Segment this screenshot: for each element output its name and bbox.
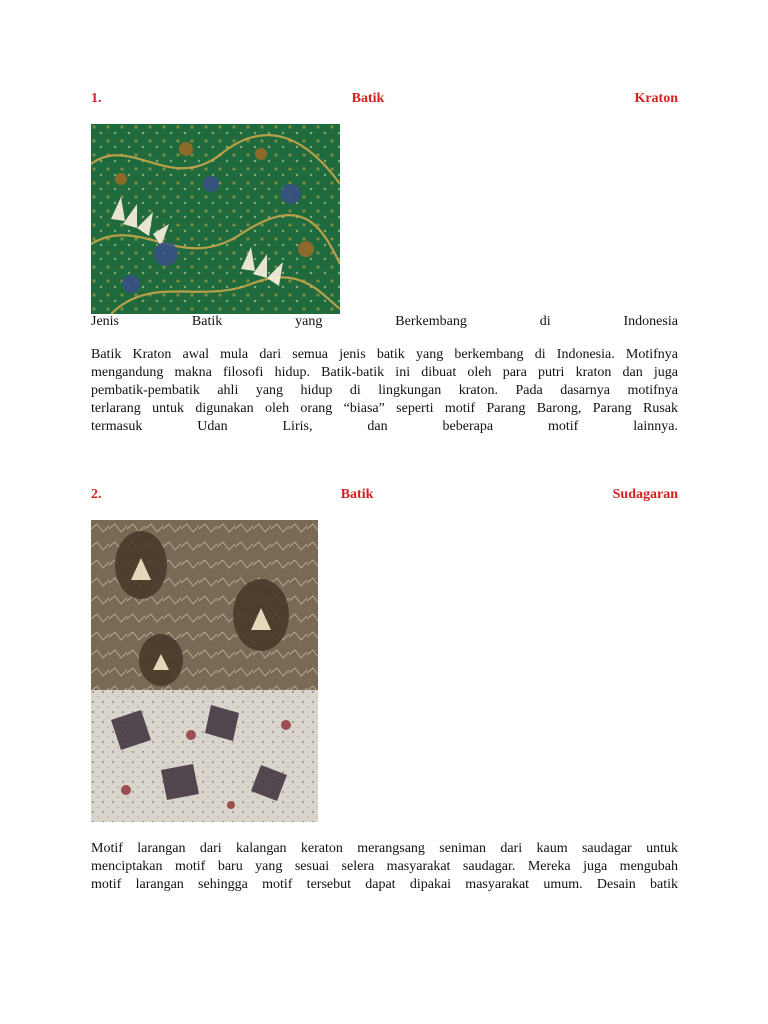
section1-number: 1.: [91, 91, 102, 106]
subtitle-word: Jenis: [91, 314, 119, 329]
section2-paragraph: [91, 840, 678, 894]
paragraph-line: terlarang untuk digunakan oleh orang “biasa” seperti motif Parang Barong, Parang Rusak: [91, 401, 678, 416]
section1-word-kraton: Kraton: [634, 91, 678, 106]
paragraph-line: pembatik-pembatik ahli yang hidup di lingkungan kraton. Pada dasarnya motifnya: [91, 383, 678, 398]
section2-number: 2.: [91, 487, 102, 502]
paragraph-line: mengandung makna filosofi hidup. Batik-batik ini dibuat oleh para putri kraton dan juga: [91, 365, 678, 380]
paragraph-line: menciptakan motif baru yang sesuai selera masyarakat saudagar. Mereka juga mengubah: [91, 859, 678, 874]
paragraph-line: Motif larangan dari kalangan keraton merangsang seniman dari kaum saudagar untuk: [91, 841, 678, 856]
section1-paragraph: [91, 346, 678, 418]
paragraph-word: Liris,: [282, 419, 313, 434]
subtitle-word: Batik: [191, 314, 223, 329]
subtitle-word: yang: [295, 314, 323, 329]
subtitle-word: Indonesia: [623, 314, 678, 329]
batik-sudagaran-image: [91, 520, 318, 822]
section2-heading: [91, 487, 678, 503]
section1-subtitle: [91, 313, 678, 331]
paragraph-line: Batik Kraton awal mula dari semua jenis batik yang berkembang di Indonesia. Motifnya: [91, 347, 678, 362]
paragraph-word: motif: [547, 419, 579, 434]
paragraph-word: lainnya.: [633, 419, 678, 434]
batik-sudagaran-fabric-icon: [91, 520, 318, 822]
section2-word-sudagaran: Sudagaran: [612, 487, 678, 502]
section2-word-batik: Batik: [340, 487, 374, 502]
subtitle-word: di: [539, 314, 551, 329]
section1-word-batik: Batik: [351, 91, 385, 106]
paragraph-word: beberapa: [442, 419, 494, 434]
section1-heading: [91, 91, 678, 107]
batik-kraton-image: [91, 124, 340, 314]
document-page: [91, 0, 678, 1024]
batik-kraton-fabric-icon: [91, 124, 340, 314]
subtitle-word: Berkembang: [395, 314, 467, 329]
paragraph-word: Udan: [197, 419, 228, 434]
paragraph-line: motif larangan sehingga motif tersebut dapat dipakai masyarakat umum. Desain batik: [91, 877, 678, 892]
paragraph-word: termasuk: [91, 419, 143, 434]
section1-paragraph-last-line: [91, 418, 678, 436]
paragraph-word: dan: [367, 419, 388, 434]
